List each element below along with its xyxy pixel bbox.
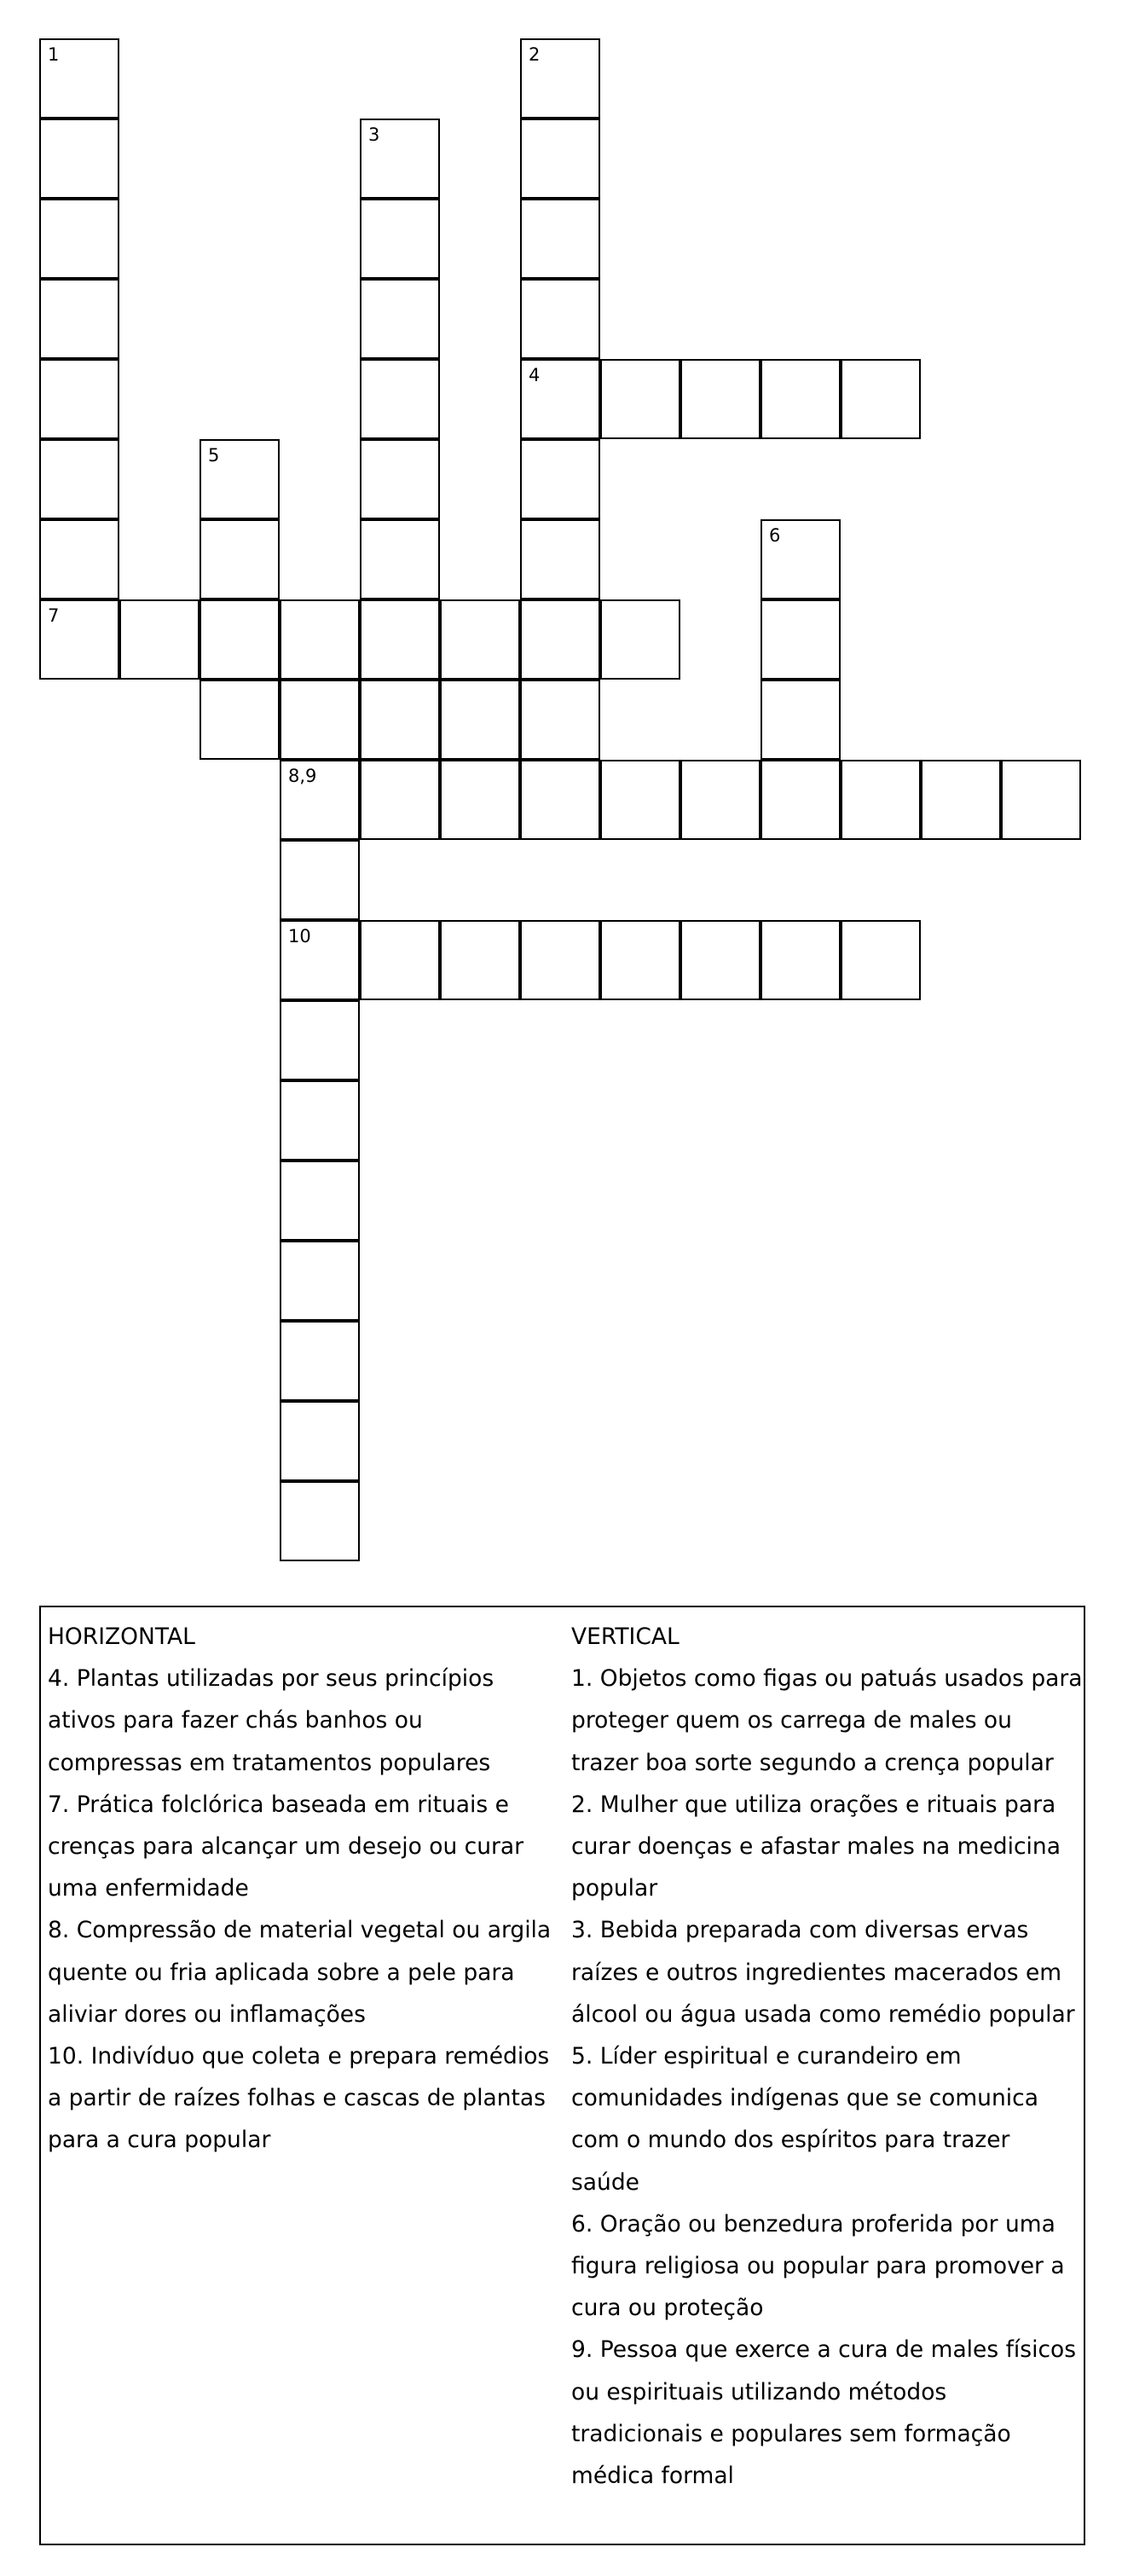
grid-cell[interactable] <box>280 1080 360 1161</box>
grid-cell[interactable] <box>39 359 119 439</box>
across-clues-column <box>48 1616 559 2162</box>
clue-number: 5 <box>208 445 220 466</box>
down-clue: 5. Líder espiritual e curandeiro em comunidades indígenas que se comunica com o mundo dos espíritos para trazer saúde <box>571 2043 1038 2196</box>
grid-cell[interactable] <box>520 38 600 119</box>
down-clue: 3. Bebida preparada com diversas ervas raízes e outros ingredientes macerados em álcool ou água usada como remédio popular <box>571 1917 1075 2028</box>
grid-cell[interactable] <box>280 680 360 760</box>
grid-cell[interactable] <box>360 119 440 199</box>
grid-cell[interactable] <box>39 439 119 519</box>
across-clue: 8. Compressão de material vegetal ou argila quente ou fria aplicada sobre a pele para aliviar dores ou inflamações <box>48 1917 552 2028</box>
grid-cell[interactable] <box>280 1481 360 1561</box>
grid-cell[interactable] <box>360 920 440 1000</box>
grid-cell[interactable] <box>39 519 119 599</box>
grid-cell[interactable] <box>200 519 280 599</box>
grid-cell[interactable] <box>360 760 440 840</box>
grid-cell[interactable] <box>680 359 761 439</box>
clues-box <box>39 1606 1085 2545</box>
grid-cell[interactable] <box>841 359 921 439</box>
grid-cell[interactable] <box>440 760 520 840</box>
grid-cell[interactable] <box>761 760 841 840</box>
clue-number: 1 <box>48 44 60 65</box>
clue-number: 3 <box>368 124 380 145</box>
grid-cell[interactable] <box>1001 760 1081 840</box>
grid-cell[interactable] <box>761 519 841 599</box>
clue-number: 4 <box>529 365 541 385</box>
grid-cell[interactable] <box>440 920 520 1000</box>
grid-cell[interactable] <box>520 599 600 680</box>
grid-cell[interactable] <box>280 1321 360 1401</box>
grid-cell[interactable] <box>440 680 520 760</box>
clue-number: 8,9 <box>288 766 317 786</box>
across-heading: HORIZONTAL <box>48 1624 195 1650</box>
grid-cell[interactable] <box>280 1161 360 1241</box>
grid-cell[interactable] <box>200 599 280 680</box>
grid-cell[interactable] <box>520 119 600 199</box>
grid-cell[interactable] <box>520 519 600 599</box>
grid-cell[interactable] <box>921 760 1001 840</box>
grid-cell[interactable] <box>841 920 921 1000</box>
grid-cell[interactable] <box>520 279 600 359</box>
grid-cell[interactable] <box>280 760 360 840</box>
grid-cell[interactable] <box>280 1241 360 1321</box>
grid-cell[interactable] <box>360 359 440 439</box>
clue-number: 10 <box>288 926 311 946</box>
grid-cell[interactable] <box>360 439 440 519</box>
grid-cell[interactable] <box>280 599 360 680</box>
grid-cell[interactable] <box>600 359 680 439</box>
grid-cell[interactable] <box>600 599 680 680</box>
clue-number: 7 <box>48 605 60 626</box>
grid-cell[interactable] <box>680 920 761 1000</box>
grid-cell[interactable] <box>520 920 600 1000</box>
grid-cell[interactable] <box>360 519 440 599</box>
down-clues-column <box>571 1616 1083 2497</box>
grid-cell[interactable] <box>680 760 761 840</box>
down-clue: 9. Pessoa que exerce a cura de males físicos ou espirituais utilizando métodos tradicionais e populares sem formação médica formal <box>571 2336 1077 2490</box>
grid-cell[interactable] <box>39 119 119 199</box>
grid-cell[interactable] <box>600 920 680 1000</box>
grid-cell[interactable] <box>761 680 841 760</box>
grid-cell[interactable] <box>200 439 280 519</box>
grid-cell[interactable] <box>841 760 921 840</box>
grid-cell[interactable] <box>280 1000 360 1080</box>
down-clue: 6. Oração ou benzedura proferida por uma figura religiosa ou popular para promover a cura ou proteção <box>571 2210 1065 2322</box>
grid-cell[interactable] <box>119 599 200 680</box>
clue-number: 6 <box>769 525 781 546</box>
grid-cell[interactable] <box>520 199 600 279</box>
grid-cell[interactable] <box>360 680 440 760</box>
grid-cell[interactable] <box>39 599 119 680</box>
grid-cell[interactable] <box>280 920 360 1000</box>
grid-cell[interactable] <box>761 920 841 1000</box>
grid-cell[interactable] <box>520 680 600 760</box>
grid-cell[interactable] <box>360 599 440 680</box>
grid-cell[interactable] <box>39 279 119 359</box>
grid-cell[interactable] <box>39 38 119 119</box>
down-clue: 2. Mulher que utiliza orações e rituais para curar doenças e afastar males na medicina popular <box>571 1791 1061 1902</box>
grid-cell[interactable] <box>280 1401 360 1481</box>
clue-number: 2 <box>529 44 541 65</box>
grid-cell[interactable] <box>39 199 119 279</box>
down-clue: 1. Objetos como figas ou patuás usados para proteger quem os carrega de males ou trazer boa sorte segundo a crença popular <box>571 1665 1083 1776</box>
grid-cell[interactable] <box>280 840 360 920</box>
across-clue: 7. Prática folclórica baseada em rituais e crenças para alcançar um desejo ou curar uma enfermidade <box>48 1791 524 1902</box>
across-clue: 10. Indivíduo que coleta e prepara remédios a partir de raízes folhas e cascas de plantas para a cura popular <box>48 2043 550 2154</box>
grid-cell[interactable] <box>200 680 280 760</box>
grid-cell[interactable] <box>520 439 600 519</box>
grid-cell[interactable] <box>520 359 600 439</box>
grid-cell[interactable] <box>761 359 841 439</box>
across-clue: 4. Plantas utilizadas por seus princípios ativos para fazer chás banhos ou compressas em tratamentos populares <box>48 1665 494 1776</box>
grid-cell[interactable] <box>440 599 520 680</box>
grid-cell[interactable] <box>600 760 680 840</box>
grid-cell[interactable] <box>520 760 600 840</box>
grid-cell[interactable] <box>360 279 440 359</box>
grid-cell[interactable] <box>360 199 440 279</box>
grid-cell[interactable] <box>761 599 841 680</box>
down-heading: VERTICAL <box>571 1624 680 1650</box>
